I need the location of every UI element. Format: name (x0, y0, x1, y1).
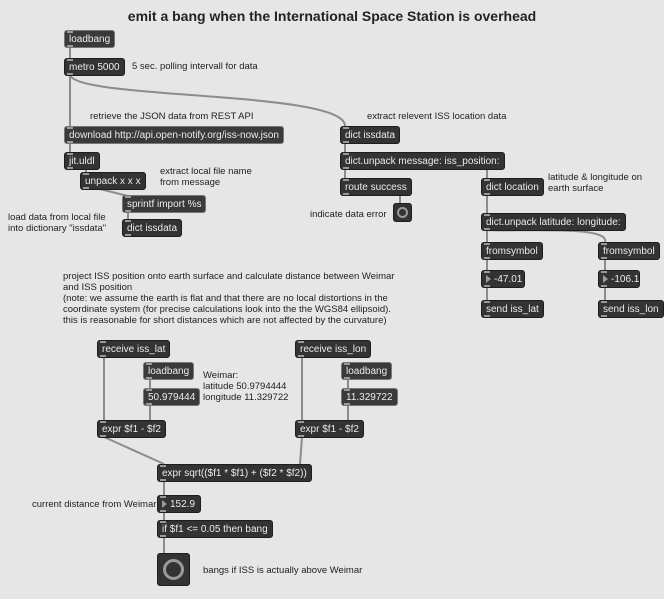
dict-location-object[interactable]: dict location (481, 178, 544, 196)
triangle-icon (162, 500, 167, 508)
weimar-bang-button[interactable] (157, 553, 190, 586)
lat-number-value: -47.01 (494, 274, 523, 285)
distance-number-value: 152.9 (170, 499, 196, 510)
receive-iss-lon[interactable]: receive iss_lon (295, 340, 371, 358)
cord (104, 437, 164, 464)
weimar-comment-3: longitude 11.329722 (203, 392, 289, 403)
jit-uldl-object[interactable]: jit.uldl (64, 152, 100, 170)
distance-number-box[interactable] (157, 495, 201, 513)
project-comment-4: coordinate system (for precise calculations look into the the WGS84 ellipsoid). (63, 304, 391, 315)
if-bang-object[interactable]: if $f1 <= 0.05 then bang (157, 520, 273, 538)
loadbang-message[interactable]: loadbang (64, 30, 115, 48)
send-iss-lat[interactable]: send iss_lat (481, 300, 544, 318)
lat-number-box[interactable] (481, 270, 525, 288)
lon-number-box[interactable] (598, 270, 640, 288)
dict-unpack-message[interactable]: dict.unpack message: iss_position: (340, 152, 505, 170)
unpack-object[interactable]: unpack x x x (80, 172, 146, 190)
page-title: emit a bang when the International Space Station is overhead (127, 8, 537, 24)
lat-lon-comment-2: earth surface (548, 183, 604, 194)
load-data-comment-1: load data from local file (8, 212, 106, 223)
cord (300, 437, 302, 464)
error-bang-button[interactable] (393, 203, 412, 222)
polling-comment: 5 sec. polling intervall for data (132, 61, 258, 72)
fromsymbol-lon[interactable]: fromsymbol (598, 242, 660, 260)
loadbang-message-lat[interactable]: loadbang (143, 362, 194, 380)
fromsymbol-lat[interactable]: fromsymbol (481, 242, 543, 260)
weimar-comment-1: Weimar: (203, 370, 239, 381)
route-success-object[interactable]: route success (340, 178, 412, 196)
download-message[interactable]: download http://api.open-notify.org/iss-now.json (64, 126, 284, 144)
expr-sqrt[interactable]: expr sqrt(($f1 * $f1) + ($f2 * $f2)) (157, 464, 312, 482)
receive-iss-lat[interactable]: receive iss_lat (97, 340, 170, 358)
triangle-icon (486, 275, 491, 283)
bangs-if-comment: bangs if ISS is actually above Weimar (203, 565, 363, 576)
expr-lat[interactable]: expr $f1 - $f2 (97, 420, 166, 438)
project-comment-5: this is reasonable for short distances which are not affected by the curvature) (63, 315, 387, 326)
weimar-lat-message[interactable]: 50.979444 (143, 388, 200, 406)
lon-number-value: -106.1 (611, 274, 640, 285)
extract-iss-comment: extract relevent ISS location data (367, 111, 507, 122)
project-comment-1: project ISS position onto earth surface and calculate distance between Weimar (63, 271, 395, 282)
circle-icon (397, 207, 408, 218)
dict-unpack-latlon[interactable]: dict.unpack latitude: longitude: (481, 213, 626, 231)
weimar-comment-2: latitude 50.9794444 (203, 381, 287, 392)
lat-lon-comment-1: latitude & longitude on (548, 172, 643, 183)
dict-issdata-left[interactable]: dict issdata (122, 219, 182, 237)
extract-file-comment-2: from message (160, 177, 221, 188)
extract-file-comment-1: extract local file name (160, 166, 252, 177)
retrieve-comment: retrieve the JSON data from REST API (90, 111, 254, 122)
project-comment-2: and ISS position (63, 282, 133, 293)
metro-object[interactable]: metro 5000 (64, 58, 125, 76)
current-distance-comment: current distance from Weimar (32, 499, 157, 510)
expr-lon[interactable]: expr $f1 - $f2 (295, 420, 364, 438)
weimar-lon-message[interactable]: 11.329722 (341, 388, 398, 406)
circle-icon (163, 559, 184, 580)
triangle-icon (603, 275, 608, 283)
loadbang-message-lon[interactable]: loadbang (341, 362, 392, 380)
send-iss-lon[interactable]: send iss_lon (598, 300, 664, 318)
load-data-comment-2: into dictionary "issdata" (8, 223, 107, 234)
indicate-error-comment: indicate data error (310, 209, 387, 220)
sprintf-object[interactable]: sprintf import %s (122, 195, 206, 213)
project-comment-3: (note: we assume the earth is flat and that there are no local distortions in the (63, 293, 388, 304)
dict-issdata-right[interactable]: dict issdata (340, 126, 400, 144)
